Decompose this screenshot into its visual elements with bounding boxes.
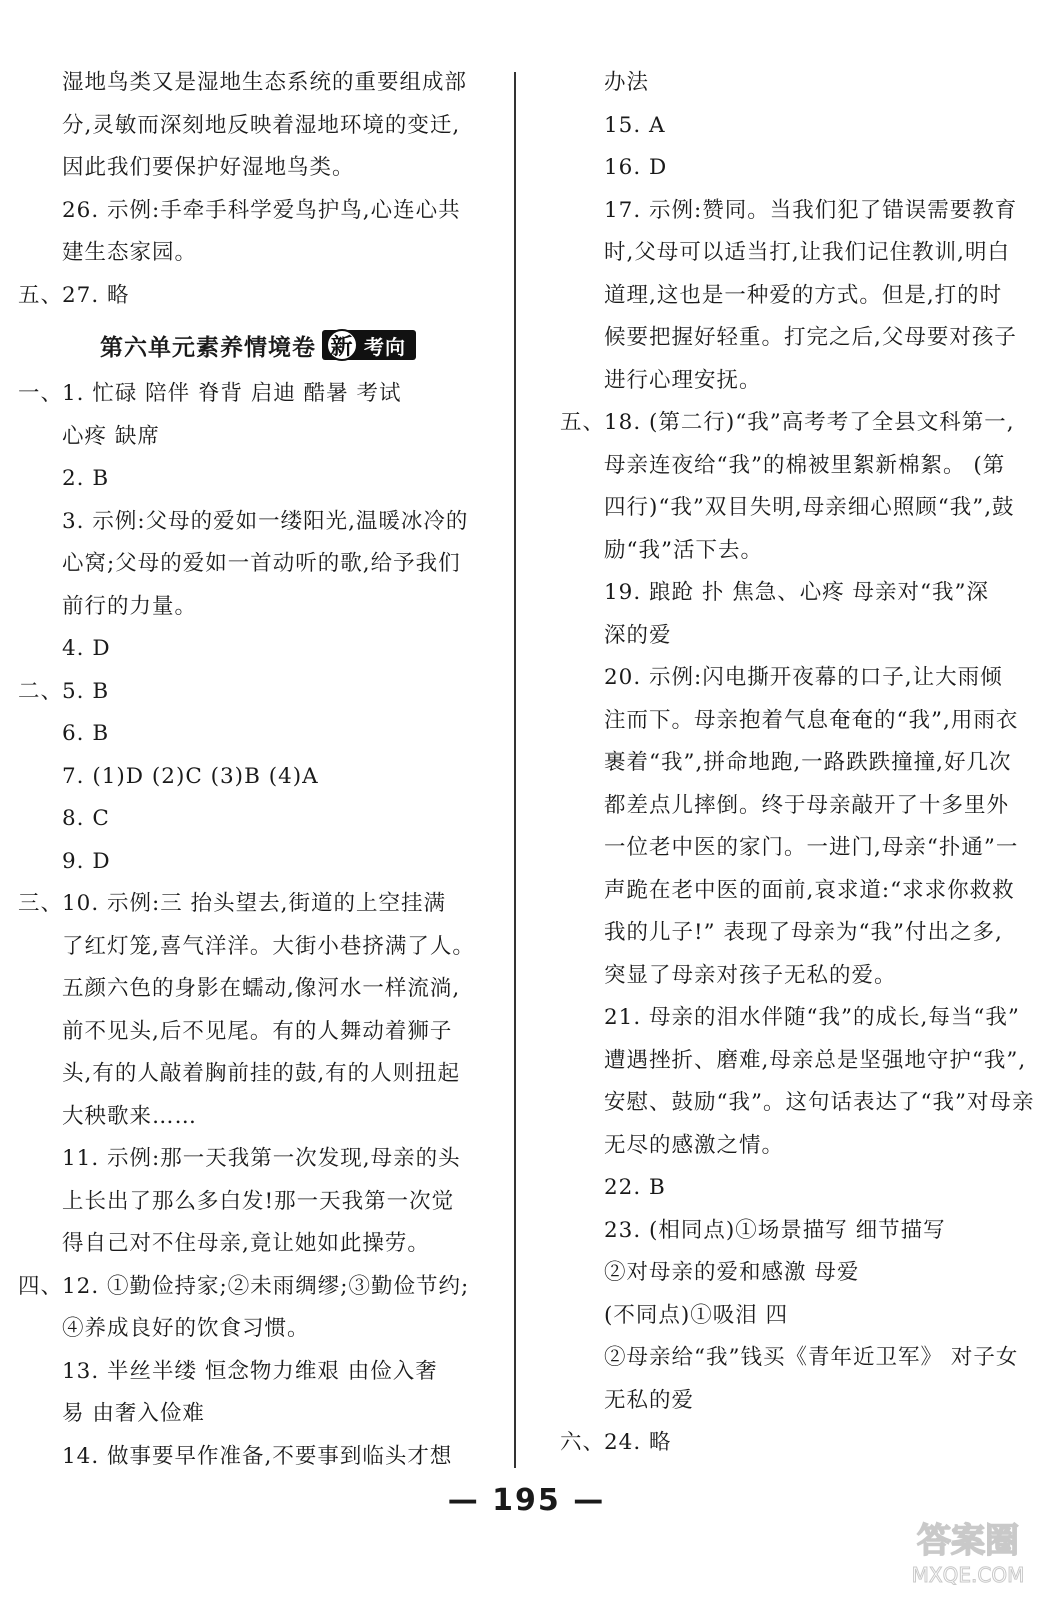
answer-line <box>18 713 498 756</box>
answer-text: 一位老中医的家门。一进门,母亲“扑通”一 <box>604 835 1019 860</box>
section-heading <box>18 317 498 373</box>
answer-line <box>560 1295 1040 1338</box>
answer-text: 上长出了那么多白发!那一天我第一次觉 <box>62 1188 455 1214</box>
new-badge <box>322 330 416 360</box>
answer-text: 了红灯笼,喜气洋洋。大街小巷挤满了人。 <box>62 933 475 959</box>
answer-text: 注而下。母亲抱着气息奄奄的“我”,用雨衣 <box>604 707 1019 733</box>
answer-line <box>560 1040 1040 1083</box>
heading-title: 第六单元素养情境卷 <box>100 334 316 361</box>
answer-text: 5. B <box>62 678 110 704</box>
answer-line <box>560 997 1040 1040</box>
answer-line <box>560 360 1040 403</box>
right-column <box>560 62 1040 1465</box>
answer-text: 17. 示例:赞同。当我们犯了错误需要教育 <box>604 197 1018 223</box>
answer-text: 7. (1)D (2)C (3)B (4)A <box>62 763 319 789</box>
answer-line <box>18 416 498 459</box>
answer-line <box>18 1351 498 1394</box>
answer-line <box>560 147 1040 190</box>
answer-text: ④养成良好的饮食习惯。 <box>62 1316 310 1341</box>
answer-text: 安慰、鼓励“我”。这句话表达了“我”对母亲 <box>604 1090 1035 1115</box>
answer-line <box>18 926 498 969</box>
answer-line <box>560 275 1040 318</box>
section-label: 一、 <box>18 381 64 406</box>
answer-line <box>560 572 1040 615</box>
answer-line <box>560 487 1040 530</box>
column-divider <box>514 72 516 1468</box>
answer-line <box>560 827 1040 870</box>
answer-text: 建生态家园。 <box>62 240 198 265</box>
answer-line <box>560 232 1040 275</box>
answer-line <box>18 841 498 884</box>
answer-line <box>18 586 498 629</box>
answer-text: 声跪在老中医的面前,哀求道:“求求你救救 <box>604 877 1015 903</box>
answer-text: ②母亲给“我”钱买《青年近卫军》 对子女 <box>604 1345 1019 1370</box>
answer-text: 深的爱 <box>604 622 672 648</box>
answer-text: 大秧歌来…… <box>62 1103 198 1129</box>
answer-text: 2. B <box>62 466 110 491</box>
answer-line <box>18 147 498 190</box>
answer-text: 3. 示例:父母的爱如一缕阳光,温暖冰冷的 <box>62 508 469 534</box>
answer-line <box>18 232 498 275</box>
answer-line <box>560 317 1040 360</box>
answer-text: 22. B <box>604 1175 666 1200</box>
answer-line <box>560 1082 1040 1125</box>
answer-line <box>18 373 498 416</box>
answer-line <box>18 105 498 148</box>
watermark-title: 答案圈 <box>917 1521 1019 1561</box>
answer-text: 分,灵敏而深刻地反映着湿地环境的变迁, <box>62 112 461 138</box>
answer-line <box>18 628 498 671</box>
answer-line <box>560 105 1040 148</box>
answer-line <box>18 501 498 544</box>
answer-text: 19. 踉跄 扑 焦急、心疼 母亲对“我”深 <box>604 580 990 605</box>
answer-text: (不同点)①吸泪 四 <box>604 1302 789 1328</box>
answer-text: 前不见头,后不见尾。有的人舞动着狮子 <box>62 1018 453 1044</box>
answer-text: 24. 略 <box>604 1430 672 1455</box>
answer-text: 23. (相同点)①场景描写 细节描写 <box>604 1217 946 1243</box>
answer-text: 办法 <box>604 70 650 95</box>
answer-text: 励“我”活下去。 <box>604 537 763 563</box>
answer-line <box>18 458 498 501</box>
section-label: 二、 <box>18 678 64 704</box>
answer-line <box>560 402 1040 445</box>
answer-text: 都差点儿摔倒。终于母亲敲开了十多里外 <box>604 792 1010 818</box>
answer-text: 五颜六色的身影在蠕动,像河水一样流淌, <box>62 976 461 1001</box>
answer-text: 易 由奢入俭难 <box>62 1401 205 1426</box>
answer-text: 得自己对不住母亲,竟让她如此操劳。 <box>62 1231 430 1256</box>
answer-line <box>560 955 1040 998</box>
answer-text: 我的儿子!” 表现了母亲为“我”付出之多, <box>604 920 1003 945</box>
section-label: 五、 <box>18 282 64 308</box>
answer-text: 心窝;父母的爱如一首动听的歌,给予我们 <box>62 551 461 576</box>
answer-text: 10. 示例:三 抬头望去,街道的上空挂满 <box>62 891 446 916</box>
answer-text: 26. 示例:手牵手科学爱鸟护鸟,心连心共 <box>62 197 461 223</box>
answer-text: 4. D <box>62 636 111 661</box>
answer-text: 18. (第二行)“我”高考考了全县文科第一, <box>604 410 1015 435</box>
answer-line <box>18 1096 498 1139</box>
answer-text: 16. D <box>604 155 668 180</box>
answer-line <box>18 1393 498 1436</box>
answer-text: 15. A <box>604 112 666 138</box>
answer-line <box>18 543 498 586</box>
answer-line <box>18 883 498 926</box>
answer-text: 12. ①勤俭持家;②未雨绸缪;③勤俭节约; <box>62 1273 470 1299</box>
answer-text: 湿地鸟类又是湿地生态系统的重要组成部 <box>62 70 468 95</box>
answer-line <box>18 1181 498 1224</box>
section-label: 六、 <box>560 1430 606 1455</box>
answer-line <box>560 530 1040 573</box>
answer-text: 无私的爱 <box>604 1387 695 1413</box>
answer-line <box>18 1308 498 1351</box>
answer-text: 道理,这也是一种爱的方式。但是,打的时 <box>604 282 1003 308</box>
answer-text: 因此我们要保护好湿地鸟类。 <box>62 155 355 180</box>
answer-text: 20. 示例:闪电撕开夜幕的口子,让大雨倾 <box>604 665 1003 690</box>
answer-line <box>18 190 498 233</box>
watermark-logo <box>893 1512 1043 1592</box>
answer-text: 头,有的人敲着胸前挂的鼓,有的人则扭起 <box>62 1061 461 1086</box>
new-badge-char: 新 <box>326 329 358 361</box>
answer-line <box>18 62 498 105</box>
answer-text: 无尽的感激之情。 <box>604 1132 785 1158</box>
answer-line <box>560 1252 1040 1295</box>
answer-text: 四行)“我”双目失明,母亲细心照顾“我”,鼓 <box>604 495 1015 520</box>
section-label: 四、 <box>18 1273 64 1299</box>
answer-line <box>18 1138 498 1181</box>
answer-text: 进行心理安抚。 <box>604 367 762 393</box>
answer-line <box>560 62 1040 105</box>
answer-line <box>560 912 1040 955</box>
answer-line <box>18 968 498 1011</box>
answer-line <box>18 1436 498 1479</box>
answer-text: 6. B <box>62 721 110 746</box>
answer-line <box>560 1422 1040 1465</box>
answer-line <box>560 785 1040 828</box>
answer-line <box>560 870 1040 913</box>
new-badge-text: 考向 <box>364 334 406 359</box>
answer-text: 突显了母亲对孩子无私的爱。 <box>604 962 897 988</box>
answer-line <box>18 1053 498 1096</box>
answer-line <box>560 1337 1040 1380</box>
answer-line <box>560 700 1040 743</box>
answer-text: 前行的力量。 <box>62 593 198 619</box>
section-label: 五、 <box>560 410 606 435</box>
answer-text: 8. C <box>62 806 110 831</box>
page-number: — 195 — <box>447 1483 606 1518</box>
answer-line <box>18 798 498 841</box>
answer-text: 11. 示例:那一天我第一次发现,母亲的头 <box>62 1146 461 1171</box>
answer-line <box>18 1223 498 1266</box>
answer-text: 14. 做事要早作准备,不要事到临头才想 <box>62 1443 453 1469</box>
answer-line <box>18 1011 498 1054</box>
answer-line <box>18 275 498 318</box>
answer-line <box>560 445 1040 488</box>
answer-line <box>560 742 1040 785</box>
section-label: 三、 <box>18 891 64 916</box>
answer-text: 21. 母亲的泪水伴随“我”的成长,每当“我” <box>604 1005 1020 1030</box>
answer-line <box>560 1380 1040 1423</box>
answer-text: 候要把握好轻重。打完之后,父母要对孩子 <box>604 325 1017 350</box>
answer-text: 1. 忙碌 陪伴 脊背 启迪 酷暑 考试 <box>62 381 402 406</box>
answer-line <box>18 1266 498 1309</box>
answer-line <box>560 1210 1040 1253</box>
answer-line <box>560 190 1040 233</box>
watermark-url: MXQE.COM <box>911 1563 1025 1587</box>
answer-line <box>560 1167 1040 1210</box>
left-column <box>18 62 498 1478</box>
answer-text: 母亲连夜给“我”的棉被里絮新棉絮。 (第 <box>604 452 1006 478</box>
answer-line <box>560 615 1040 658</box>
answer-text: 遭遇挫折、磨难,母亲总是坚强地守护“我”, <box>604 1047 1027 1073</box>
answer-text: ②对母亲的爱和感激 母爱 <box>604 1260 860 1285</box>
answer-text: 裹着“我”,拼命地跑,一路跌跌撞撞,好几次 <box>604 750 1012 775</box>
answer-text: 时,父母可以适当打,让我们记住教训,明白 <box>604 240 1011 265</box>
answer-text: 13. 半丝半缕 恒念物力维艰 由俭入奢 <box>62 1358 438 1384</box>
answer-line <box>560 1125 1040 1168</box>
answer-text: 心疼 缺席 <box>62 423 160 449</box>
answer-text: 9. D <box>62 848 111 874</box>
answer-line <box>18 671 498 714</box>
answer-text: 27. 略 <box>62 282 130 308</box>
answer-line <box>560 657 1040 700</box>
answer-line <box>18 756 498 799</box>
